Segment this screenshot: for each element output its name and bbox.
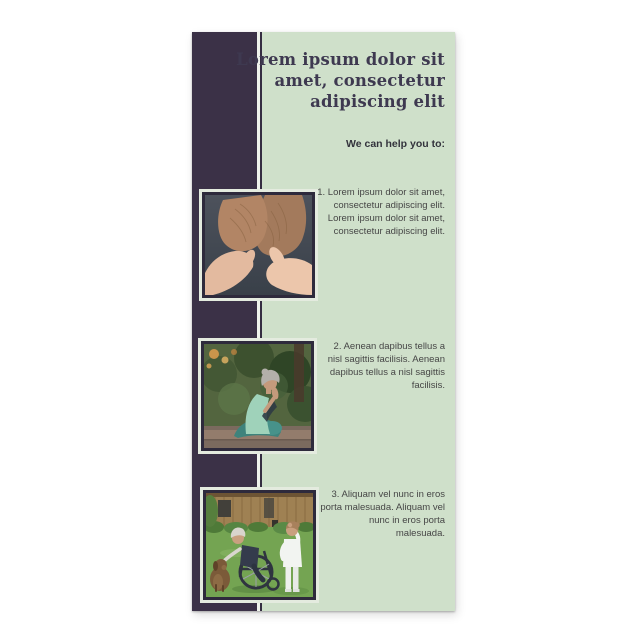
- item-text-line: Lorem ipsum dolor sit amet,: [327, 213, 445, 224]
- item-text-line: nunc in eros porta: [368, 515, 445, 526]
- list-item-2: [295, 340, 445, 392]
- item-text-line: 1. Lorem ipsum dolor sit amet,: [317, 187, 445, 198]
- card-subtitle: We can help you to:: [346, 138, 445, 150]
- title-line: Lorem ipsum dolor sit: [236, 50, 445, 69]
- item-text-line: dapibus tellus a nisl sagittis: [329, 367, 445, 378]
- item-text-line: malesuada.: [395, 528, 445, 539]
- list-item-3: [295, 488, 445, 540]
- rack-card: [192, 32, 455, 611]
- item-text-line: 3. Aliquam vel nunc in eros: [331, 489, 445, 500]
- list-item-1: [295, 186, 445, 238]
- item-text-line: facilisis.: [411, 380, 445, 391]
- item-text-line: 2. Aenean dapibus tellus a: [333, 341, 445, 352]
- item-text-line: consectetur adipiscing elit.: [333, 200, 445, 211]
- item-text-line: nisl sagittis facilisis. Aenean: [327, 354, 445, 365]
- card-title: [235, 49, 445, 112]
- item-text-line: consectetur adipiscing elit.: [333, 226, 445, 237]
- item-text-line: porta malesuada. Aliquam vel: [320, 502, 445, 513]
- title-line: adipiscing elit: [310, 92, 445, 111]
- title-line: amet, consectetur: [274, 71, 445, 90]
